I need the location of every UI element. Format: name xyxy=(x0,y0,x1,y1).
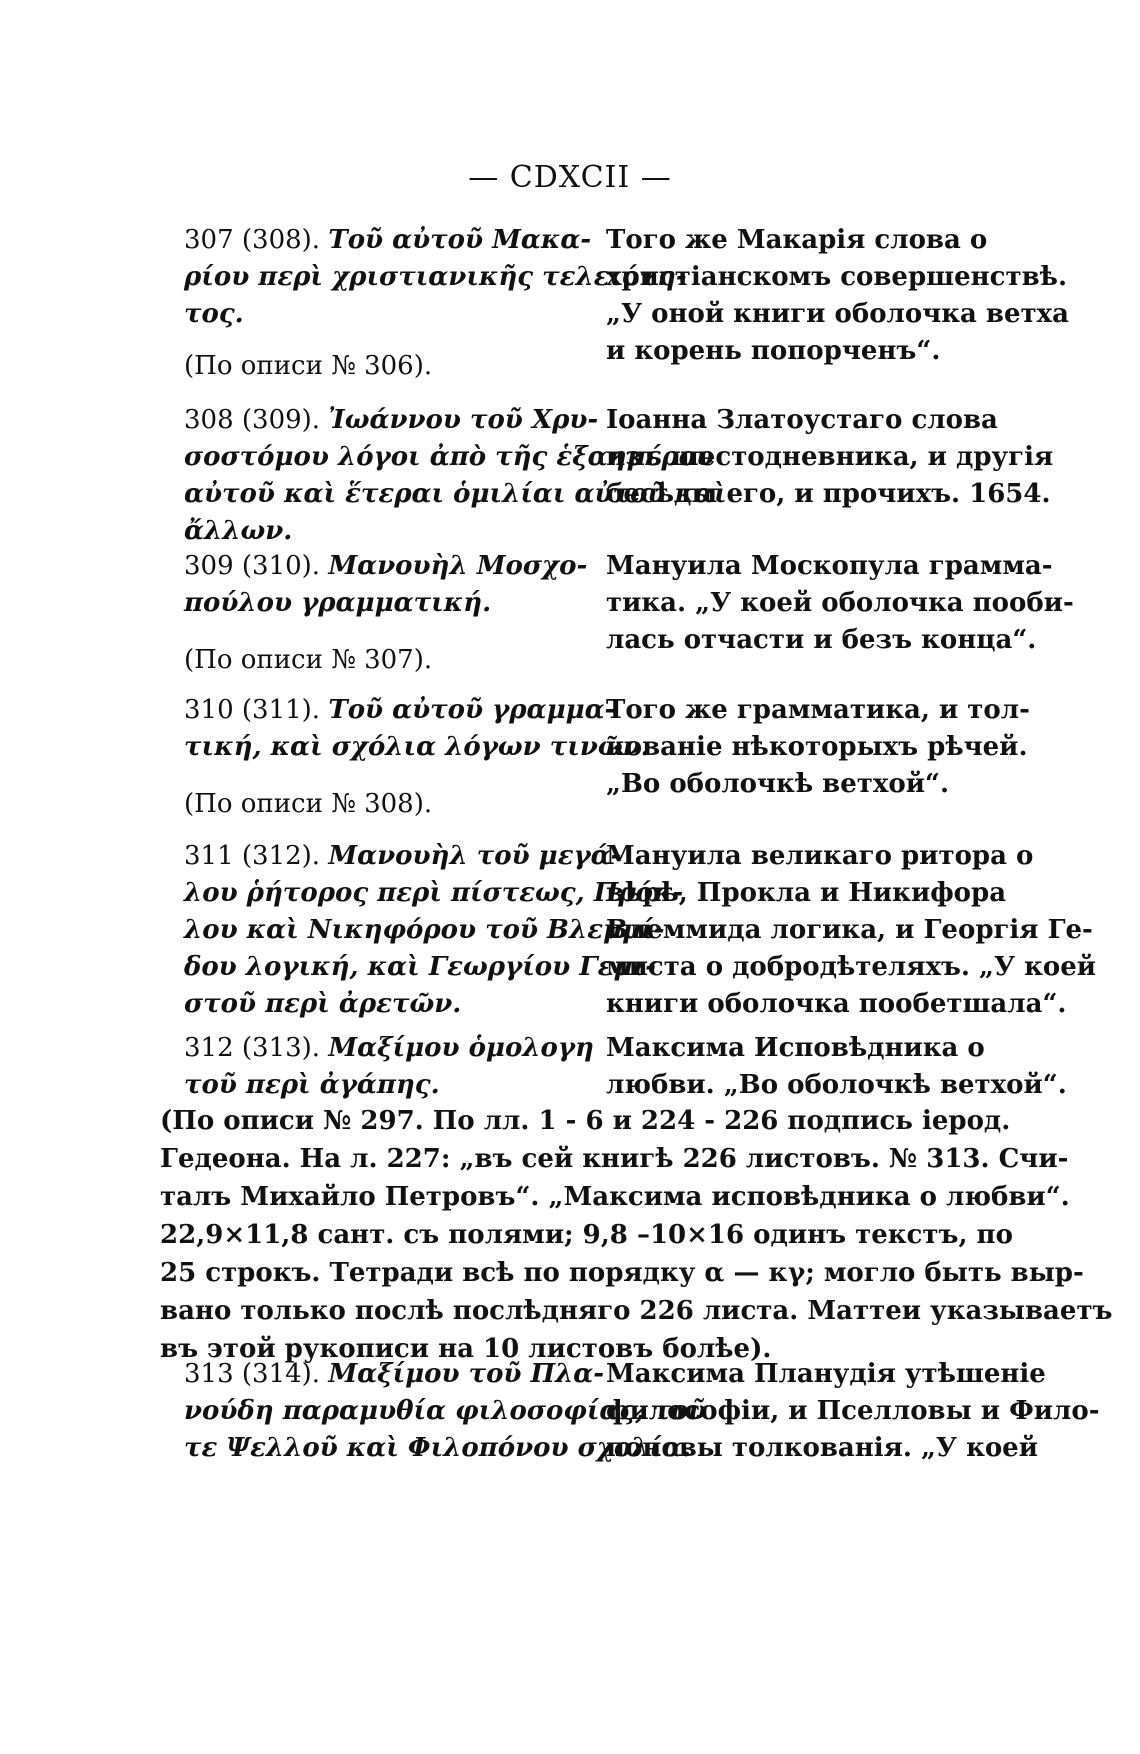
entry-russian-description xyxy=(606,1356,1100,1467)
russian-line: философіи, и Пселловы и Фило- xyxy=(606,1396,1100,1426)
greek-line: τε Ψελλοῦ καὶ Φιλοπόνου σχολία. xyxy=(184,1433,692,1463)
russian-line: „У оной книги оболочка ветха xyxy=(606,299,1069,329)
greek-line: Μανουὴλ τοῦ μεγά- xyxy=(328,841,622,871)
russian-line: миста о добродѣтеляхъ. „У коей xyxy=(606,952,1097,982)
russian-line: бесѣды его, и прочихъ. 1654. xyxy=(606,479,1051,509)
greek-line: Μαξίμου τοῦ Πλα- xyxy=(328,1359,605,1389)
russian-line: кованіе нѣкоторыхъ рѣчей. xyxy=(606,732,1028,762)
inventory-note: (По описи № 308). xyxy=(184,789,433,819)
greek-line: Ἰωάννου τοῦ Χρυ- xyxy=(328,405,599,435)
note-line: талъ Михайло Петровъ“. „Максима исповѣдника о любви“. xyxy=(160,1182,1070,1212)
russian-line: книги оболочка пообетшала“. xyxy=(606,989,1067,1019)
greek-line: στοῦ περὶ ἀρετῶν. xyxy=(184,989,462,1019)
russian-line: Максима Исповѣдника о xyxy=(606,1033,985,1063)
greek-line: νούδη παραμυθία φιλοσοφίας, τοῦ xyxy=(184,1396,707,1426)
russian-line: Максима Планудія утѣшеніе xyxy=(606,1359,1046,1389)
entry-russian-description xyxy=(606,1030,1067,1104)
russian-line: Того же Макарія слова о xyxy=(606,225,988,255)
greek-line: σοστόμου λόγοι ἀπὸ τῆς ἑξαημέρου xyxy=(184,442,715,472)
long-inventory-note xyxy=(160,1102,1113,1368)
entry-number: 310 (311). xyxy=(184,695,321,725)
note-line: въ этой рукописи на 10 листовъ болѣе). xyxy=(160,1334,772,1364)
note-line: вано только послѣ послѣдняго 226 листа. Маттеи указываетъ xyxy=(160,1296,1113,1326)
entry-number: 308 (309). xyxy=(184,405,321,435)
greek-line: ρίου περὶ χριστιανικῆς τελειότη- xyxy=(184,262,687,292)
russian-line: Мануила Москопула грамма- xyxy=(606,551,1053,581)
russian-line: вѣрѣ, Прокла и Никифора xyxy=(606,878,1007,908)
entry-number: 311 (312). xyxy=(184,841,321,871)
russian-line: Того же грамматика, и тол- xyxy=(606,695,1030,725)
entry-number: 309 (310). xyxy=(184,551,321,581)
entry-number: 312 (313). xyxy=(184,1033,321,1063)
russian-line: любви. „Во оболочкѣ ветхой“. xyxy=(606,1070,1067,1100)
greek-line: Τοῦ αὐτοῦ γραμμα- xyxy=(328,695,616,725)
entry-greek-title xyxy=(184,402,727,550)
russian-line: „Во оболочкѣ ветхой“. xyxy=(606,769,950,799)
page-number: — CDXCII — xyxy=(468,160,672,195)
greek-line: πούλου γραμματική. xyxy=(184,588,492,618)
russian-line: Мануила великаго ритора о xyxy=(606,841,1034,871)
russian-line: и корень попорченъ“. xyxy=(606,336,941,366)
greek-line: λου ῥήτορος περὶ πίστεως, Πρόκ- xyxy=(184,878,684,908)
russian-line: поновы толкованія. „У коей xyxy=(606,1433,1039,1463)
greek-line: Μανουὴλ Μοσχο- xyxy=(328,551,588,581)
inventory-note: (По описи № 306). xyxy=(184,351,433,381)
entry-number: 307 (308). xyxy=(184,225,321,255)
russian-line: Влеммида логика, и Георгія Ге- xyxy=(606,915,1093,945)
note-line: 25 строкъ. Тетради всѣ по порядку α — κγ; могло быть выр- xyxy=(160,1258,1084,1288)
inventory-note: (По описи № 307). xyxy=(184,645,433,675)
greek-line: δου λογική, καὶ Γεωργίου Γεμι- xyxy=(184,952,656,982)
greek-line: τος. xyxy=(184,299,244,329)
russian-line: изъ шестодневника, и другія xyxy=(606,442,1054,472)
greek-line: λου καὶ Νικηφόρου τοῦ Βλεμμί- xyxy=(184,915,665,945)
entry-greek-title xyxy=(184,692,650,766)
russian-line: лась отчасти и безъ конца“. xyxy=(606,625,1037,655)
russian-line: христіанскомъ совершенствѣ. xyxy=(606,262,1068,292)
greek-line: τική, καὶ σχόλια λόγων τινῶν. xyxy=(184,732,650,762)
greek-line: Μαξίμου ὁμολογη xyxy=(328,1033,594,1063)
note-line: (По описи № 297. По лл. 1 - 6 и 224 - 226 подпись іерод. xyxy=(160,1106,1011,1136)
entry-russian-description xyxy=(606,838,1097,1023)
entry-greek-title xyxy=(184,1356,707,1467)
entry-russian-description xyxy=(606,402,1054,513)
note-line: 22,9×11,8 сант. съ полями; 9,8 –10×16 одинъ текстъ, по xyxy=(160,1220,1013,1250)
note-line: Гедеона. На л. 227: „въ сей книгѣ 226 листовъ. № 313. Счи- xyxy=(160,1144,1069,1174)
greek-line: τοῦ περὶ ἀγάπης. xyxy=(184,1070,440,1100)
russian-line: Іоанна Златоустаго слова xyxy=(606,405,998,435)
greek-line: Τοῦ αὐτοῦ Μακα- xyxy=(328,225,592,255)
russian-line: тика. „У коей оболочка пооби- xyxy=(606,588,1074,618)
entry-greek-title xyxy=(184,838,684,1023)
entry-greek-title xyxy=(184,1030,594,1104)
entry-number: 313 (314). xyxy=(184,1359,321,1389)
entry-greek-title xyxy=(184,222,687,333)
entry-greek-title xyxy=(184,548,588,622)
greek-line: αὐτοῦ καὶ ἕτεραι ὁμιλίαι αὐτοῦ καὶ xyxy=(184,479,727,509)
greek-line: ἄλλων. xyxy=(184,516,293,546)
